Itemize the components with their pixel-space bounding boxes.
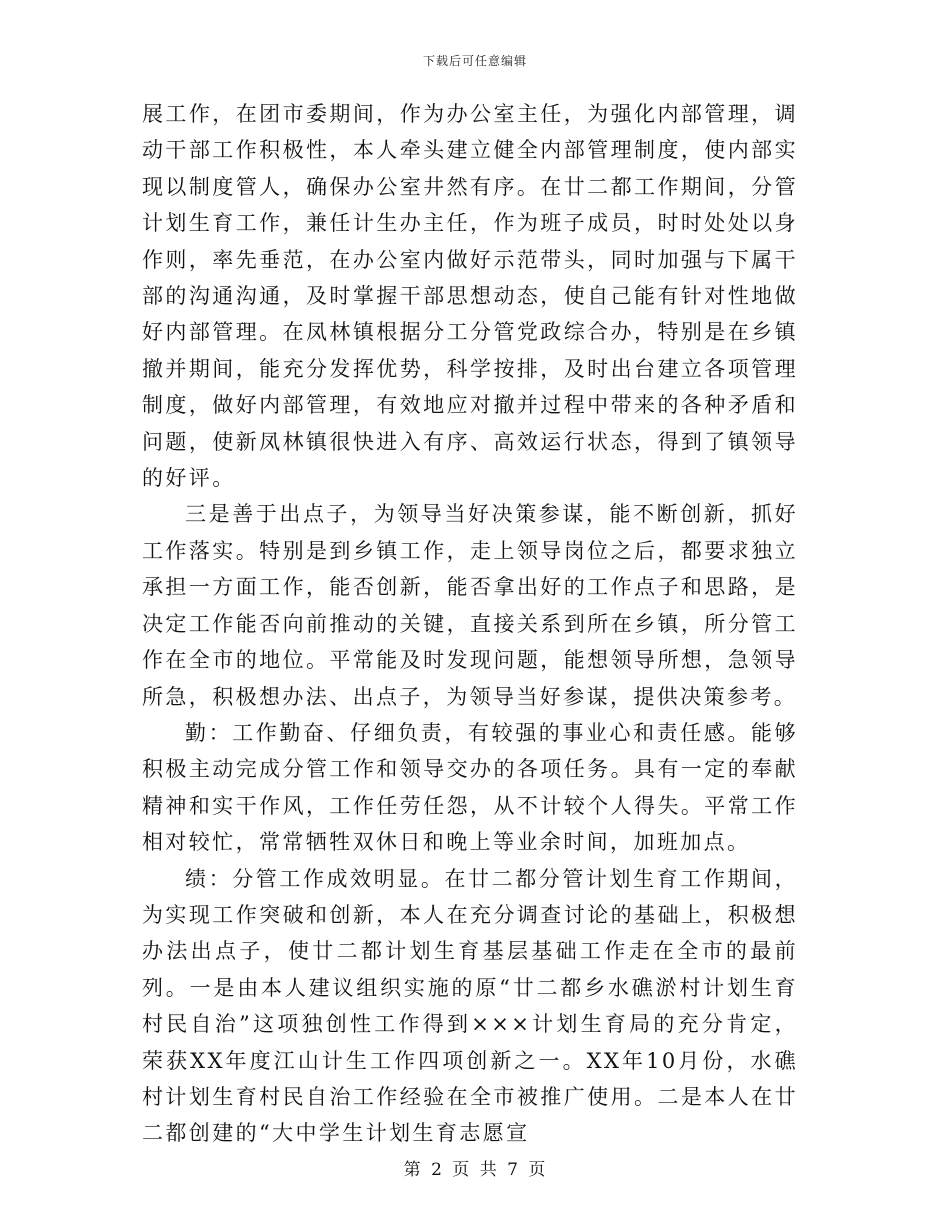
document-body (142, 96, 798, 1152)
paragraph-achievements: 绩：分管工作成效明显。在廿二都分管计划生育工作期间，为实现工作突破和创新，本人在充分调查讨论的基础上，积极想办法出点子，使廿二都计划生育基层基础工作走在全市的最前列。一是由本人建议组织实施的原“廿二都乡水礁淤村计划生育村民自治”这项独创性工作得到×××计划生育局的充分肯定，荣获XX年度江山计生工作四项创新之一。XX年10月份，水礁村计划生育村民自治工作经验在全市被推广使用。二是本人在廿二都创建的“大中学生计划生育志愿宣 (142, 866, 798, 1146)
page-number-footer: 第 2 页 共 7 页 (403, 1160, 547, 1180)
paragraph-diligence: 勤：工作勤奋、仔细负责，有较强的事业心和责任感。能够积极主动完成分管工作和领导交办的各项任务。具有一定的奉献精神和实干作风，工作任劳任怨，从不计较个人得失。平常工作相对较忙，常常牺牲双休日和晚上等业余时间，加班加点。 (142, 720, 798, 855)
paragraph-ideas-and-innovation: 三是善于出点子，为领导当好决策参谋，能不断创新，抓好工作落实。特别是到乡镇工作，走上领导岗位之后，都要求独立承担一方面工作，能否创新，能否拿出好的工作点子和思路，是决定工作能否向前推动的关键，直接关系到所在乡镇，所分管工作在全市的地位。平常能及时发现问题，能想领导所想，急领导所急，积极想办法、出点子，为领导当好参谋，提供决策参考。 (142, 502, 798, 709)
page-header-note: 下载后可任意编辑 (422, 54, 527, 68)
paragraph-management-work: 展工作，在团市委期间，作为办公室主任，为强化内部管理，调动干部工作积极性，本人牵头建立健全内部管理制度，使内部实现以制度管人，确保办公室井然有序。在廿二都工作期间，分管计划生育工作，兼任计生办主任，作为班子成员，时时处处以身作则，率先垂范，在办公室内做好示范带头，同时加强与下属干部的沟通沟通，及时掌握干部思想动态，使自己能有针对性地做好内部管理。在凤林镇根据分工分管党政综合办，特别是在乡镇撤并期间，能充分发挥优势，科学按排，及时出台建立各项管理制度，做好内部管理，有效地应对撤并过程中带来的各种矛盾和问题，使新凤林镇很快进入有序、高效运行状态，得到了镇领导的好评。 (142, 102, 798, 491)
